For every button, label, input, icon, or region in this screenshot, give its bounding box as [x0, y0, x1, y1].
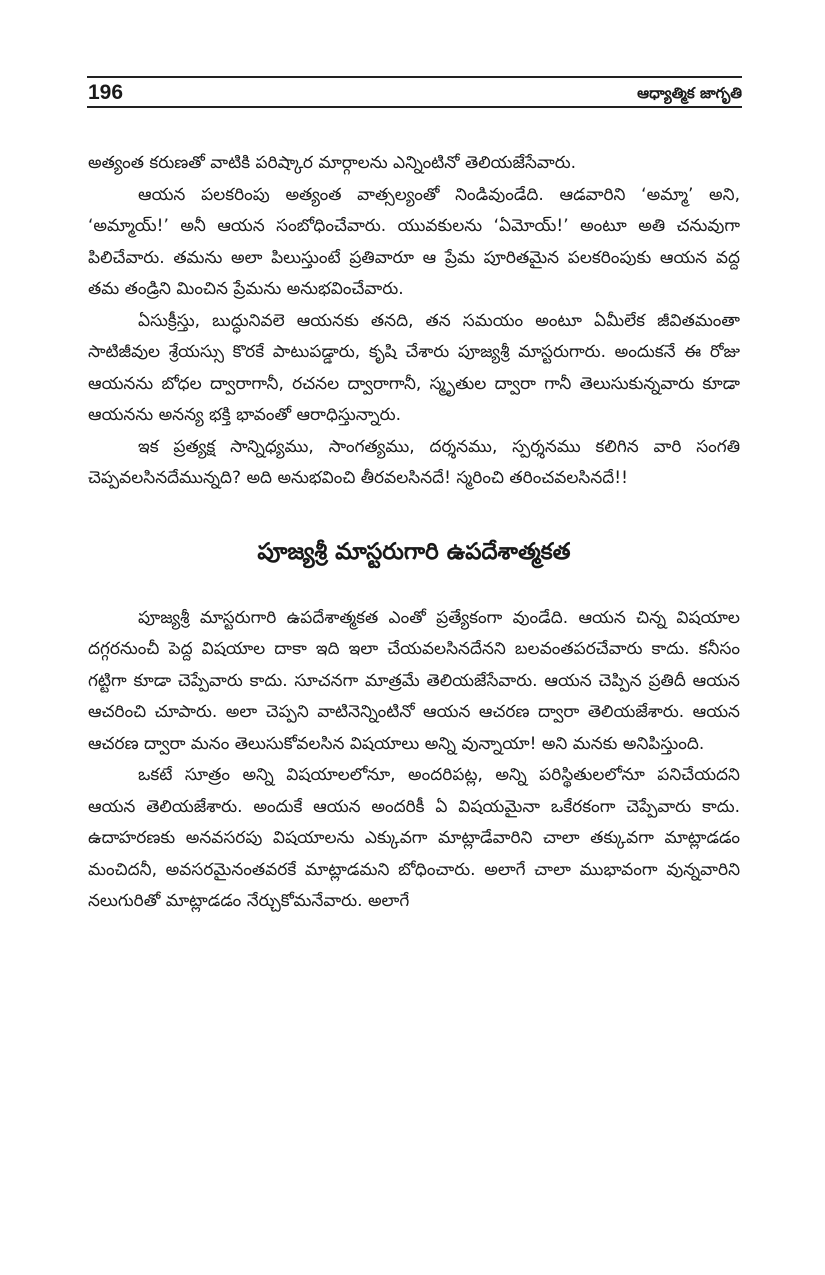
- paragraph-continued: అత్యంత కరుణతో వాటికి పరిష్కార మార్గాలను ఎన్నింటినో తెలియజేసేవారు.: [88, 153, 577, 173]
- running-title: ఆధ్యాత్మిక జాగృతి: [637, 84, 742, 102]
- page-body: [88, 148, 740, 918]
- paragraph: ఇక ప్రత్యక్ష సాన్నిధ్యము, సాంగత్యము, దర్శనము, స్పర్శనము కలిగిన వారి సంగతి చెప్పవలసినదేమున్నది? అది అనుభవించి తీరవలసినదే! స్మరించి తరించవలసినదే!!: [88, 436, 740, 488]
- paragraph: పూజ్యశ్రీ మాస్టరుగారి ఉపదేశాత్మకత ఎంతో ప్రత్యేకంగా వుండేది. ఆయన చిన్న విషయాల దగ్గరనుంచీ పెద్ద విషయాల దాకా ఇది ఇలా చేయవలసినదేనని బలవంతపరచేవారు కాదు. కనీసం గట్టిగా కూడా చెప్పేవారు కాదు. సూచనగా మాత్రమే తెలియజేసేవారు. ఆయన చెప్పిన ప్రతిదీ ఆయన ఆచరించి చూపారు. అలా చెప్పని వాటినెన్నింటినో ఆయన ఆచరణ ద్వారా తెలియజేశారు. ఆయన ఆచరణ ద్వారా మనం తెలుసుకోవలసిన విషయాలు అన్ని వున్నాయా! అని మనకు అనిపిస్తుంది.: [88, 607, 740, 754]
- section-heading: పూజ్యశ్రీ మాస్టరుగారి ఉపదేశాత్మకత: [257, 538, 571, 565]
- paragraph: ఏసుక్రీస్తు, బుద్ధునివలె ఆయనకు తనది, తన సమయం అంటూ ఏమీలేక జీవితమంతా సాటిజీవుల శ్రేయస్సు కొరకే పాటుపడ్డారు, కృషి చేశారు పూజ్యశ్రీ మాస్టరుగారు. అందుకనే ఈ రోజు ఆయనను బోధల ద్వారాగానీ, రచనల ద్వారాగానీ, స్మృతుల ద్వారా గానీ తెలుసుకున్నవారు కూడా ఆయనను అనన్య భక్తి భావంతో ఆరాధిస్తున్నారు.: [88, 310, 740, 425]
- paragraph: ఆయన పలకరింపు అత్యంత వాత్సల్యంతో నిండివుండేది. ఆడవారిని ‘అమ్మా’ అని, ‘అమ్మాయ్!’ అనీ ఆయన సంబోధించేవారు. యువకులను ‘ఏమోయ్!’ అంటూ అతి చనువుగా పిలిచేవారు. తమను అలా పిలుస్తుంటే ప్రతివారూ ఆ ప్రేమ పూరితమైన పలకరింపుకు ఆయన వద్ద తమ తండ్రిని మించిన ప్రేమను అనుభవించేవారు.: [88, 184, 740, 299]
- page-number: 196: [88, 81, 124, 104]
- page-header: [87, 76, 742, 108]
- paragraph: ఒకటే సూత్రం అన్ని విషయాలలోనూ, అందరిపట్ల, అన్ని పరిస్థితులలోనూ పనిచేయదని ఆయన తెలియజేశారు. అందుకే ఆయన అందరికీ ఏ విషయమైనా ఒకేరకంగా చెప్పేవారు కాదు. ఉదాహరణకు అనవసరపు విషయాలను ఎక్కువగా మాట్లాడేవారిని చాలా తక్కువగా మాట్లాడడం మంచిదనీ, అవసరమైనంతవరకే మాట్లాడమని బోధించారు. అలాగే చాలా ముభావంగా వున్నవారిని నలుగురితో మాట్లాడడం నేర్చుకోమనేవారు. అలాగే: [88, 765, 740, 911]
